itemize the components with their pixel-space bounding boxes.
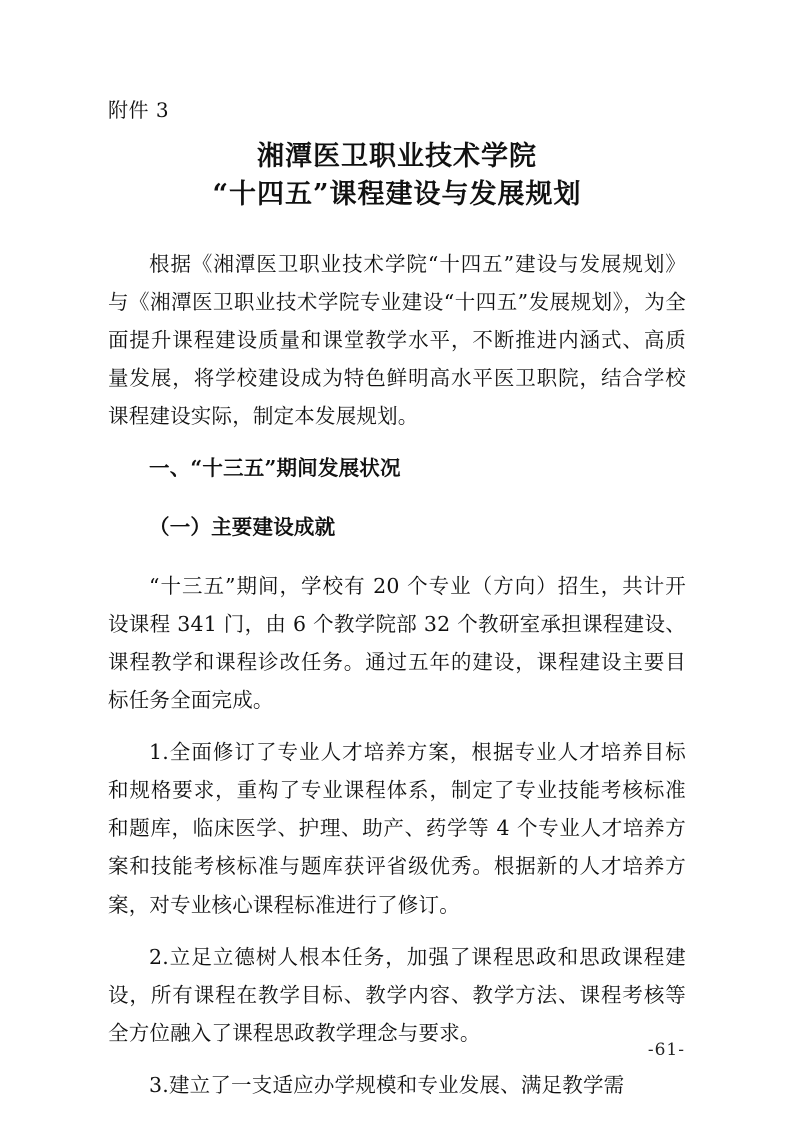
body-paragraph-4: 3.建立了一支适应办学规模和专业发展、满足教学需 xyxy=(149,1073,625,1098)
body-paragraph-2: 1.全面修订了专业人才培养方案，根据专业人才培养目标和规格要求，重构了专业课程体系，制定了专业技能考核标准和题库，临床医学、护理、助产、药学等 4 个专业人才培养方案和技能考核标准与题库获评省级优秀。根据新的人才培养方案，对专业核心课程标准进行了修订。 xyxy=(108,740,686,917)
intro-paragraph: 根据《湘潭医卫职业技术学院“十四五”建设与发展规划》与《湘潭医卫职业技术学院专业建设“十四五”发展规划》，为全面提升课程建设质量和课堂教学水平，不断推进内涵式、高质量发展，将学校建设成为特色鲜明高水平医卫职院，结合学校课程建设实际，制定本发展规划。 xyxy=(108,251,686,429)
section-heading-level-1: 一、“十三五”期间发展状况 xyxy=(149,456,401,481)
page-number: -61- xyxy=(647,1040,685,1060)
attachment-label: 附件 3 xyxy=(108,98,170,122)
title-line-2: “十四五”课程建设与发展规划 xyxy=(212,179,582,211)
section-heading-level-2: （一）主要建设成就 xyxy=(149,514,336,539)
page-content xyxy=(108,96,686,1104)
title-line-1: 湘潭医卫职业技术学院 xyxy=(257,141,537,172)
body-paragraph-3: 2.立足立德树人根本任务，加强了课程思政和思政课程建设，所有课程在教学目标、教学内容、教学方法、课程考核等全方位融入了课程思政教学理念与要求。 xyxy=(108,944,686,1045)
page-title xyxy=(108,138,686,215)
body-paragraph-1: “十三五”期间，学校有 20 个专业（方向）招生，共计开设课程 341 门，由 6 个教学院部 32 个教研室承担课程建设、课程教学和课程诊改任务。通过五年的建设，课程建设主要目标任务全面完成。 xyxy=(108,573,686,712)
